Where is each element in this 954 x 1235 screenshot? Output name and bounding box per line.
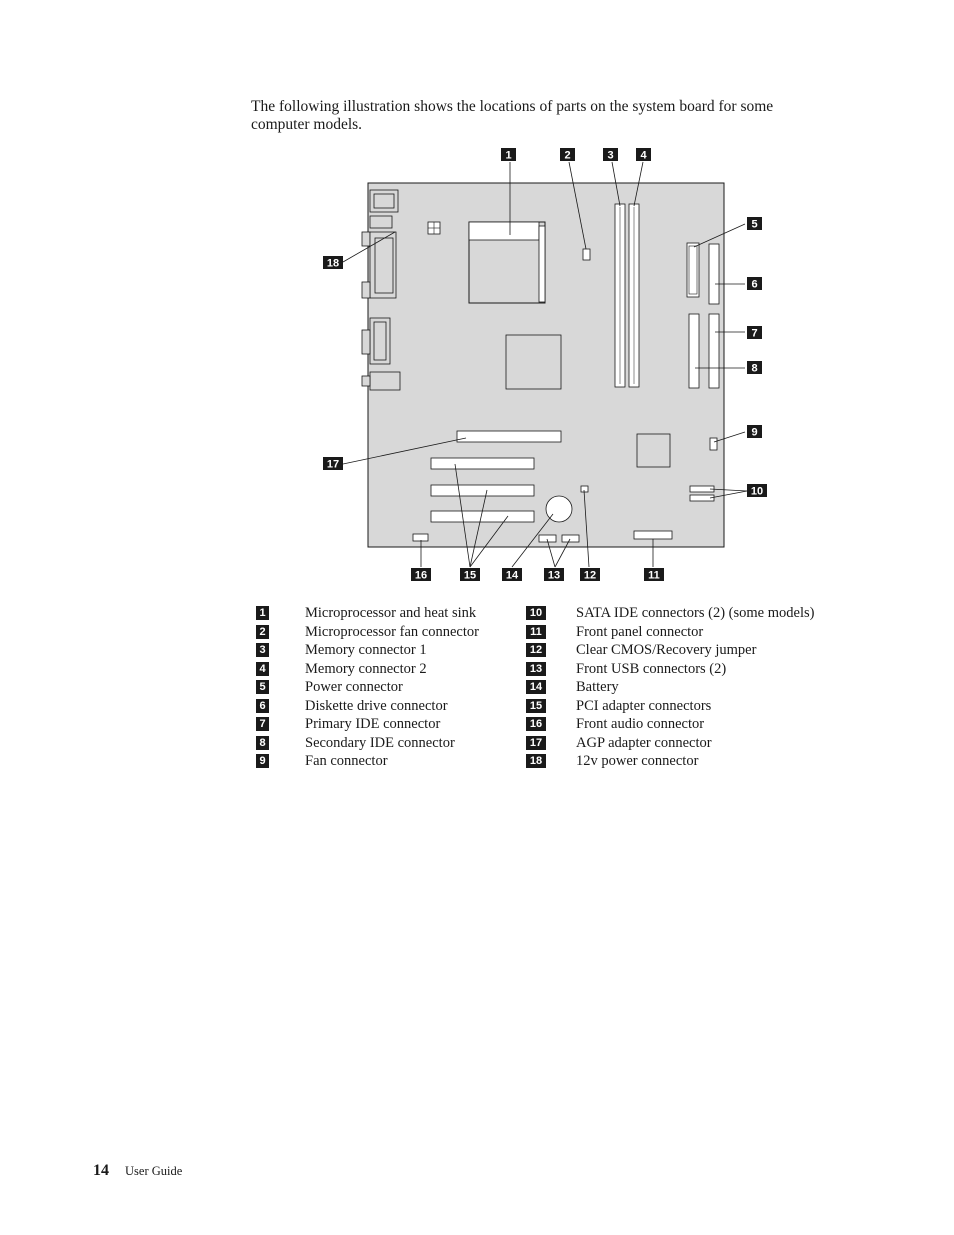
callout-14	[502, 568, 522, 582]
legend-label: SATA IDE connectors (2) (some models)	[576, 605, 815, 621]
legend-label: AGP adapter connector	[576, 734, 712, 751]
svg-text:15: 15	[463, 569, 477, 582]
clear-cmos-jumper	[581, 486, 588, 492]
legend-number: 4	[256, 662, 269, 676]
intro-paragraph: The following illustration shows the locations of parts on the system board for some computer models.	[251, 98, 774, 133]
page-number: 14	[93, 1162, 109, 1179]
system-board-illustration	[0, 0, 954, 600]
callout-17	[323, 457, 343, 471]
legend-label: Power connector	[305, 679, 403, 695]
callout-11	[644, 568, 664, 582]
svg-text:17: 17	[326, 458, 340, 471]
pci-adapter-connector-3	[431, 511, 534, 522]
callout-6	[747, 277, 762, 291]
callout-10	[747, 484, 767, 498]
callout-9	[747, 425, 762, 439]
svg-text:7: 7	[751, 327, 758, 340]
callout-1	[501, 148, 516, 162]
svg-text:18: 18	[326, 257, 340, 270]
svg-text:1: 1	[505, 149, 512, 162]
callout-15	[460, 568, 480, 582]
legend-number: 9	[256, 754, 269, 768]
svg-text:8: 8	[751, 362, 758, 375]
diskette-drive-connector	[709, 244, 719, 304]
legend-number: 6	[256, 699, 269, 713]
legend-number: 12	[526, 643, 546, 657]
legend-label: Diskette drive connector	[305, 697, 448, 714]
legend-label: Front USB connectors (2)	[576, 660, 727, 677]
12v-power-connector	[428, 222, 440, 234]
page-footer	[93, 1162, 182, 1180]
callout-18	[323, 256, 343, 270]
svg-text:6: 6	[751, 278, 758, 291]
callout-2	[560, 148, 575, 162]
svg-text:4: 4	[640, 149, 647, 162]
legend-number: 13	[526, 662, 546, 676]
legend-number: 17	[526, 736, 546, 750]
document-title: User Guide	[125, 1164, 183, 1178]
callout-13	[544, 568, 564, 582]
microprocessor-fan-connector	[583, 249, 590, 260]
legend-label: 12v power connector	[576, 753, 699, 769]
front-audio-connector	[413, 534, 428, 541]
legend-label: Secondary IDE connector	[305, 734, 455, 751]
microprocessor-heat-sink	[469, 222, 545, 303]
legend-number: 10	[526, 606, 546, 620]
svg-text:14: 14	[505, 569, 519, 582]
legend-number: 2	[256, 625, 269, 639]
legend-label: Primary IDE connector	[305, 716, 441, 732]
legend-label: Front audio connector	[576, 716, 705, 732]
legend-label: Microprocessor and heat sink	[305, 605, 477, 621]
callout-4	[636, 148, 651, 162]
legend-number: 14	[526, 680, 546, 694]
svg-text:10: 10	[750, 485, 764, 498]
io-chip	[637, 434, 670, 467]
svg-text:9: 9	[751, 426, 758, 439]
fan-connector	[710, 438, 717, 450]
legend-number: 7	[256, 717, 269, 731]
legend-label: Memory connector 2	[305, 660, 427, 677]
svg-text:2: 2	[564, 149, 571, 162]
primary-ide-connector	[709, 314, 719, 388]
chipset	[506, 335, 561, 389]
callout-7	[747, 326, 762, 340]
legend-label: Front panel connector	[576, 623, 704, 640]
legend-label: Microprocessor fan connector	[305, 623, 479, 640]
power-connector	[687, 243, 699, 297]
svg-text:12: 12	[583, 569, 597, 582]
pci-adapter-connector-2	[431, 485, 534, 496]
svg-text:13: 13	[547, 569, 561, 582]
legend-number: 16	[526, 717, 546, 731]
legend-number: 1	[256, 606, 269, 620]
legend-number: 5	[256, 680, 269, 694]
callout-5	[747, 217, 762, 231]
pci-adapter-connector-1	[431, 458, 534, 469]
legend-label: PCI adapter connectors	[576, 697, 712, 714]
legend-label: Fan connector	[305, 753, 388, 769]
svg-text:3: 3	[607, 149, 614, 162]
legend-number: 8	[256, 736, 269, 750]
callout-16	[411, 568, 431, 582]
legend-label: Clear CMOS/Recovery jumper	[576, 642, 757, 658]
svg-text:16: 16	[414, 569, 428, 582]
front-panel-connector	[634, 531, 672, 539]
callout-8	[747, 361, 762, 375]
legend-number: 11	[526, 625, 546, 639]
front-usb-connector-2	[562, 535, 579, 542]
legend-label: Memory connector 1	[305, 642, 427, 658]
svg-text:11: 11	[648, 569, 660, 582]
agp-adapter-connector	[457, 431, 561, 442]
callout-12	[580, 568, 600, 582]
svg-text:5: 5	[751, 218, 758, 231]
legend-label: Battery	[576, 679, 619, 695]
callout-3	[603, 148, 618, 162]
secondary-ide-connector	[689, 314, 699, 388]
legend-number: 3	[256, 643, 269, 657]
legend-number: 15	[526, 699, 546, 713]
legend-number: 18	[526, 754, 546, 768]
